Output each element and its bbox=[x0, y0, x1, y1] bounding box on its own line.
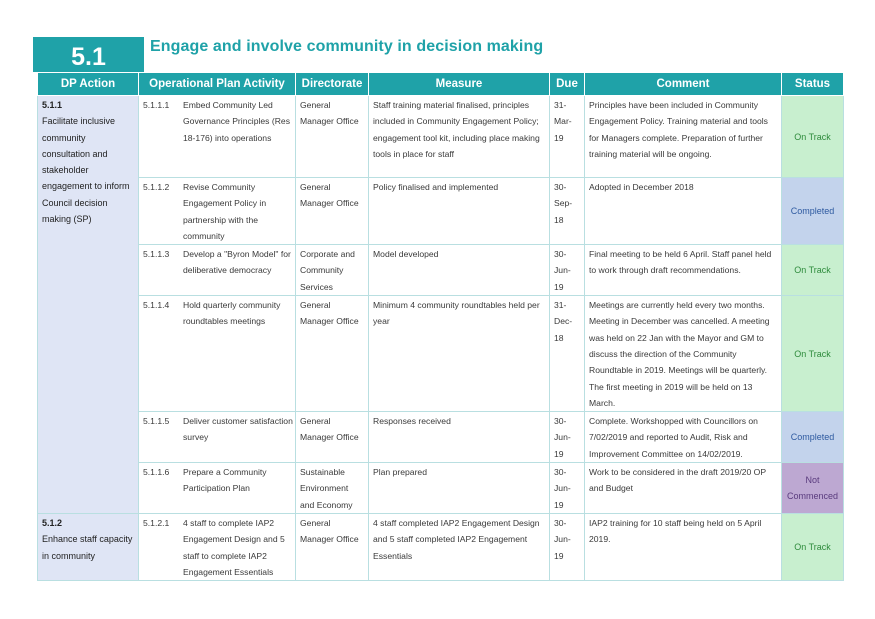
activity-text: Prepare a Community Participation Plan bbox=[183, 467, 267, 494]
table-header-row bbox=[38, 73, 844, 96]
activity-cell bbox=[139, 463, 296, 514]
activity-code: 5.1.1.1 bbox=[143, 100, 170, 110]
activity-cell bbox=[139, 178, 296, 245]
activity-cell bbox=[139, 245, 296, 296]
activity-cell bbox=[139, 96, 296, 178]
activity-cell bbox=[139, 513, 296, 580]
comment-cell: Principles have been included in Community Engagement Policy. Training material and tools for Managers complete. Preparation of further training material will be ongoing. bbox=[585, 96, 782, 178]
activity-cell bbox=[139, 296, 296, 412]
comment-cell: Work to be considered in the draft 2019/20 OP and Budget bbox=[585, 463, 782, 514]
due-cell: 30-Jun-19 bbox=[550, 245, 585, 296]
measure-cell: Staff training material finalised, principles included in Community Engagement Policy; engagement tool kit, including place making tools in place for staff bbox=[369, 96, 550, 178]
comment-cell: Complete. Workshopped with Councillors on 7/02/2019 and reported to Audit, Risk and Improvement Committee on 14/02/2019. bbox=[585, 412, 782, 463]
status-badge: Not Commenced bbox=[782, 463, 844, 514]
operational-plan-table bbox=[37, 72, 844, 581]
activity-code: 5.1.1.4 bbox=[143, 300, 170, 311]
measure-cell: 4 staff completed IAP2 Engagement Design and 5 staff completed IAP2 Engagement Essentials bbox=[369, 513, 550, 580]
table-row bbox=[38, 178, 844, 245]
activity-text: Deliver customer satisfaction survey bbox=[183, 416, 293, 443]
header-directorate: Directorate bbox=[296, 73, 369, 96]
due-cell: 30-Jun-19 bbox=[550, 513, 585, 580]
status-badge: On Track bbox=[782, 513, 844, 580]
activity-text: Embed Community Led Governance Principles (Res 18-176) into operations bbox=[183, 100, 290, 143]
measure-cell: Minimum 4 community roundtables held per year bbox=[369, 296, 550, 412]
directorate-cell: General Manager Office bbox=[296, 178, 369, 245]
dp-action-title: Facilitate inclusive community consultation and stakeholder engagement to inform Council decision making (SP) bbox=[42, 116, 130, 225]
dp-action-code: 5.1.1 bbox=[42, 100, 63, 110]
dp-action-code: 5.1.2 bbox=[42, 517, 63, 528]
activity-code: 5.1.1.5 bbox=[143, 416, 170, 427]
activity-cell bbox=[139, 412, 296, 463]
status-badge: On Track bbox=[782, 96, 844, 178]
dp-action-cell bbox=[38, 513, 139, 580]
activity-text: Revise Community Engagement Policy in partnership with the community bbox=[183, 182, 267, 241]
directorate-cell: General Manager Office bbox=[296, 513, 369, 580]
section-number-badge: 5.1 bbox=[33, 37, 144, 72]
comment-cell: IAP2 training for 10 staff being held on 5 April 2019. bbox=[585, 513, 782, 580]
table-row bbox=[38, 296, 844, 412]
status-badge: Completed bbox=[782, 178, 844, 245]
table-row bbox=[38, 513, 844, 580]
due-cell: 30-Sep-18 bbox=[550, 178, 585, 245]
activity-code: 5.1.2.1 bbox=[143, 517, 170, 528]
header-status: Status bbox=[782, 73, 844, 96]
comment-cell: Meetings are currently held every two months. Meeting in December was cancelled. A meeting was held on 22 Jan with the Mayor and GM to discuss the direction of the Community Roundtable in 2019. Meetings will be quarterly. The first meeting in 2019 will be held on 13 March. bbox=[585, 296, 782, 412]
status-badge: On Track bbox=[782, 296, 844, 412]
comment-cell: Final meeting to be held 6 April. Staff panel held to work through draft recommendations. bbox=[585, 245, 782, 296]
header-due: Due bbox=[550, 73, 585, 96]
activity-code: 5.1.1.6 bbox=[143, 467, 170, 478]
comment-cell: Adopted in December 2018 bbox=[585, 178, 782, 245]
due-cell: 31-Dec-18 bbox=[550, 296, 585, 412]
header-dp-action: DP Action bbox=[38, 73, 139, 96]
directorate-cell: General Manager Office bbox=[296, 296, 369, 412]
measure-cell: Model developed bbox=[369, 245, 550, 296]
activity-text: 4 staff to complete IAP2 Engagement Design and 5 staff to complete IAP2 Engagement Essentials bbox=[183, 517, 285, 577]
dp-action-title: Enhance staff capacity in community bbox=[42, 534, 133, 561]
directorate-cell: General Manager Office bbox=[296, 412, 369, 463]
directorate-cell: Corporate and Community Services bbox=[296, 245, 369, 296]
header-activity: Operational Plan Activity bbox=[139, 73, 296, 96]
activity-code: 5.1.1.3 bbox=[143, 249, 170, 260]
directorate-cell: Sustainable Environment and Economy bbox=[296, 463, 369, 514]
activity-code: 5.1.1.2 bbox=[143, 182, 170, 192]
measure-cell: Responses received bbox=[369, 412, 550, 463]
header-comment: Comment bbox=[585, 73, 782, 96]
measure-cell: Plan prepared bbox=[369, 463, 550, 514]
section-title: Engage and involve community in decision making bbox=[150, 38, 544, 55]
measure-cell: Policy finalised and implemented bbox=[369, 178, 550, 245]
activity-text: Hold quarterly community roundtables meetings bbox=[183, 300, 281, 327]
dp-action-cell bbox=[38, 96, 139, 514]
due-cell: 30-Jun-19 bbox=[550, 463, 585, 514]
table-row bbox=[38, 412, 844, 463]
status-badge: Completed bbox=[782, 412, 844, 463]
header-measure: Measure bbox=[369, 73, 550, 96]
table-row bbox=[38, 463, 844, 514]
directorate-cell: General Manager Office bbox=[296, 96, 369, 178]
status-badge: On Track bbox=[782, 245, 844, 296]
table-row bbox=[38, 245, 844, 296]
due-cell: 30-Jun-19 bbox=[550, 412, 585, 463]
activity-text: Develop a "Byron Model" for deliberative democracy bbox=[183, 249, 291, 276]
table-row bbox=[38, 96, 844, 178]
due-cell: 31-Mar-19 bbox=[550, 96, 585, 178]
